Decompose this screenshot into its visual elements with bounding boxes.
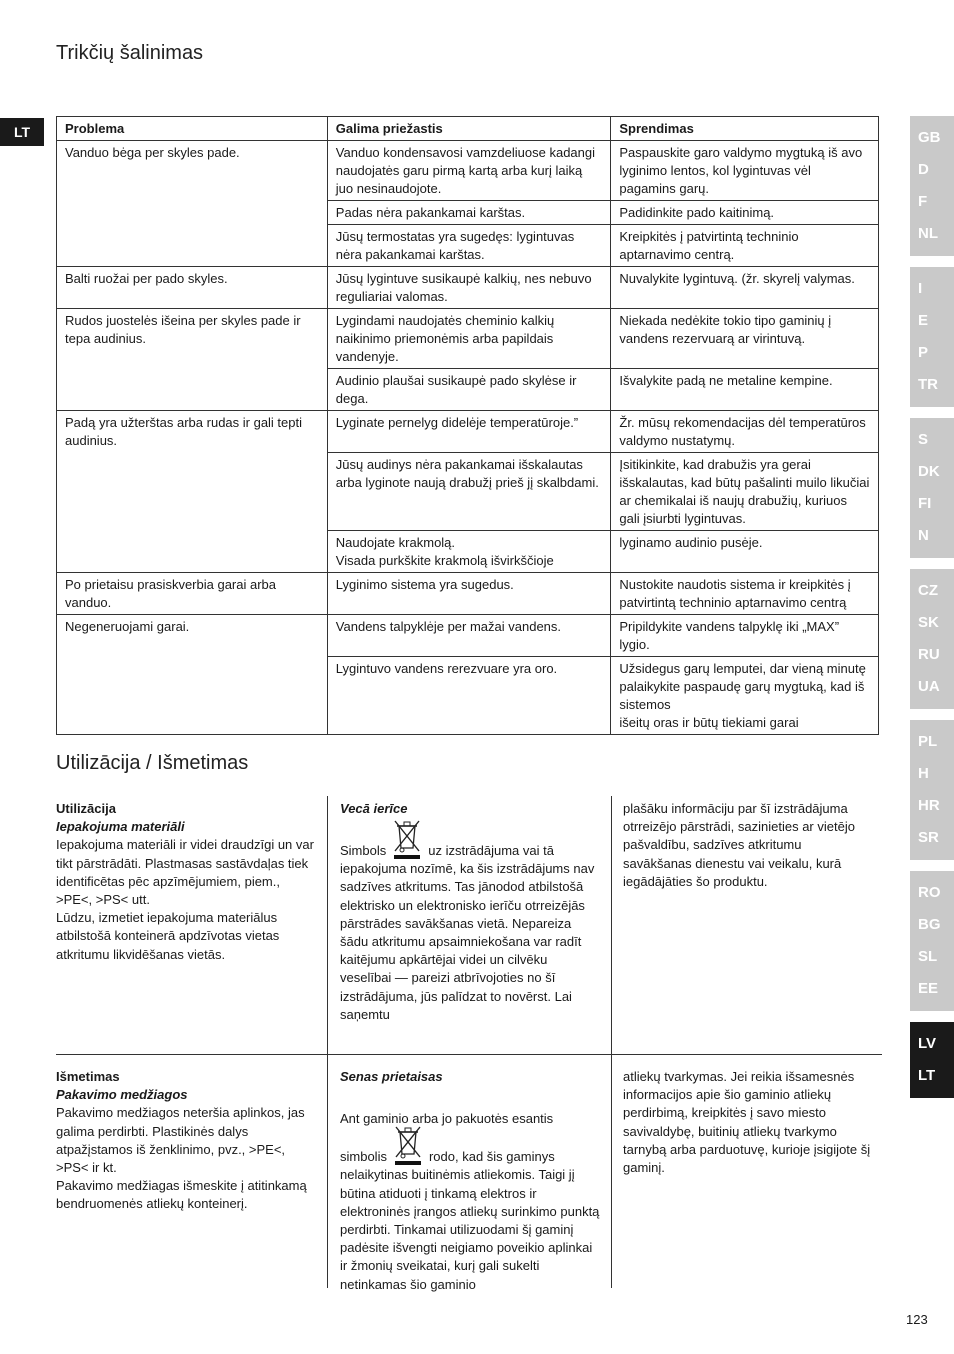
language-tab-lv[interactable]: LV <box>918 1035 937 1052</box>
language-tab-nl[interactable]: NL <box>918 225 938 242</box>
lv-old-appliance <box>340 800 602 1024</box>
language-tab-i[interactable]: I <box>918 280 923 297</box>
lv-disposal-packaging <box>56 800 318 964</box>
lt-text: atliekų tvarkymas. Jei reikia išsamesnės informacijos apie šio gaminio atliekų perdirbimą, kreipkitės į savo miesto savivaldybę, buitinių atliekų tvarkymo tarnybą arba parduotuvę, kurioje įsigijote šį gaminį. <box>623 1069 871 1176</box>
cause-cell: Audinio plaušai susikaupė pado skylėse ir dega. <box>327 369 611 411</box>
problem-cell: Rudos juostelės išeina per skyles pade ir tepa audinius. <box>57 309 328 411</box>
column-divider <box>611 796 612 1054</box>
lt-subheading: Pakavimo medžiagos <box>56 1087 188 1103</box>
lt-symbol-text: rodo, kad šis gaminys <box>428 1149 555 1165</box>
language-tab-ee[interactable]: EE <box>918 980 939 997</box>
language-tab-h[interactable]: H <box>918 765 929 782</box>
solution-cell: Išvalykite padą ne metaline kempine. <box>611 369 879 411</box>
cause-line: Visada purkškite krakmolą išvirkščioje <box>335 553 554 568</box>
language-badge: LT <box>0 118 44 146</box>
table-row <box>57 411 879 453</box>
lt-more-info <box>623 1068 878 1177</box>
cause-cell: Lyginimo sistema yra sugedus. <box>327 573 611 615</box>
table-row <box>57 309 879 369</box>
column-divider <box>611 1054 612 1288</box>
lv-symbol-text: uz izstrādājuma vai tā <box>428 843 554 858</box>
language-tab-fi[interactable]: FI <box>918 495 932 512</box>
lv-subheading: Iepakojuma materiāli <box>56 819 185 835</box>
language-tab-sr[interactable]: SR <box>918 829 939 846</box>
lv-symbol-line <box>340 818 602 860</box>
lt-old-appliance <box>340 1068 602 1294</box>
cause-cell: Lyginate pernelyg didelėje temperatūroje.” <box>327 411 611 453</box>
troubleshooting-table <box>56 116 879 735</box>
cause-cell: Jūsų audinys nėra pakankamai išskalautas arba lyginote naują drabužį prieš jį skalbdami. <box>327 453 611 531</box>
cause-cell: Lygintuvo vandens rerezvuare yra oro. <box>327 657 611 735</box>
problem-cell: Padą yra užterštas arba rudas ir gali tepti audinius. <box>57 411 328 573</box>
lt-disposal-packaging <box>56 1068 318 1214</box>
crossed-out-wheelie-bin-icon <box>392 818 422 860</box>
lv-more-info <box>623 800 873 891</box>
lt-text: nelaikytinas buitinėmis atliekomis. Taigi jį būtina atiduoti į tinkamą elektros ir elektroninės įrangos atliekų surinkimo punktą perdirbti. Tinkamai utilizuodami šį gaminį padėsite išvengti neigiamo poveikio aplinkai ir žmonių sveikatai, kurį gali sukelti netinkamas šio gaminio <box>340 1167 600 1292</box>
language-tab-sk[interactable]: SK <box>918 614 939 631</box>
language-tab-e[interactable]: E <box>918 312 929 329</box>
language-group <box>910 1022 954 1098</box>
lt-text: Ant gaminio arba jo pakuotės esantis <box>340 1111 554 1127</box>
language-group <box>910 871 954 1011</box>
section-divider <box>56 1054 882 1055</box>
cause-cell: Vandens talpyklėje per mažai vandens. <box>327 615 611 657</box>
cause-cell: Lygindami naudojatės cheminio kalkių naikinimo priemonėmis arba papildais vandenyje. <box>327 309 611 369</box>
header-problem: Problema <box>57 117 328 141</box>
solution-cell: Įsitikinkite, kad drabužis yra gerai išskalautas, kad būtų pašalinti muilo likučiai ar chemikalai iš naujų drabužių, kuriuos gali įsiurbti lygintuvas. <box>611 453 879 531</box>
language-tab-hr[interactable]: HR <box>918 797 940 814</box>
lv-text: Lūdzu, izmetiet iepakojuma materiālus atbilstošā konteinerā apdzīvotas vietas atkritumu likvidēšanas vietās. <box>56 910 280 962</box>
language-tab-n[interactable]: N <box>918 527 929 544</box>
language-tab-tr[interactable]: TR <box>918 376 938 393</box>
language-tab-bg[interactable]: BG <box>918 916 941 933</box>
language-tab-p[interactable]: P <box>918 344 929 361</box>
lv-subheading: Vecā ierīce <box>340 801 408 816</box>
header-cause: Galima priežastis <box>327 117 611 141</box>
solution-line: Užsidegus garų lemputei, dar vieną minutę palaikykite paspaudę garų mygtuką, kad iš sistemos <box>619 661 866 712</box>
language-group <box>910 418 954 558</box>
lt-subheading: Senas prietaisas <box>340 1069 443 1084</box>
problem-cell: Balti ruožai per pado skyles. <box>57 267 328 309</box>
table-row <box>57 141 879 201</box>
table-row <box>57 615 879 657</box>
cause-line: Naudojate krakmolą. <box>335 535 456 550</box>
solution-cell: Nustokite naudotis sistema ir kreipkitės į patvirtintą techninio aptarnavimo centrą <box>611 573 879 615</box>
language-tab-s[interactable]: S <box>918 431 929 448</box>
language-tab-ro[interactable]: RO <box>918 884 941 901</box>
problem-cell: Vanduo bėga per skyles pade. <box>57 141 328 267</box>
table-row <box>57 267 879 309</box>
table-row <box>57 573 879 615</box>
page-title: Trikčių šalinimas <box>56 42 204 64</box>
solution-cell: Niekada nedėkite tokio tipo gaminių į vandens rezervuarą ar virintuvą. <box>611 309 879 369</box>
language-group <box>910 720 954 860</box>
lv-text: plašāku informāciju par šī izstrādājuma otrreizējo pārstrādi, sazinieties ar vietējo pašvaldību, sadzīves atkritumu savākšanas dienestu vai veikalu, kurā iegādājāties šo produktu. <box>623 801 855 889</box>
solution-cell: Paspauskite garo valdymo mygtuką iš avo lyginimo lentos, kol lygintuvas vėl pagamins garų. <box>611 141 879 201</box>
solution-cell: Padidinkite pado kaitinimą. <box>611 201 879 225</box>
language-group <box>910 116 954 256</box>
language-tab-pl[interactable]: PL <box>918 733 938 750</box>
language-tab-ua[interactable]: UA <box>918 678 940 695</box>
crossed-out-wheelie-bin-icon <box>393 1124 423 1166</box>
solution-cell <box>611 657 879 735</box>
language-tab-d[interactable]: D <box>918 161 929 178</box>
solution-line: išeitų oras ir būtų tiekiami garai <box>619 715 799 730</box>
language-sidebar <box>910 116 954 1109</box>
problem-cell: Negeneruojami garai. <box>57 615 328 735</box>
lt-heading: Išmetimas <box>56 1069 120 1084</box>
lt-symbol-text: simbolis <box>340 1149 387 1165</box>
table-header-row <box>57 117 879 141</box>
language-tab-sl[interactable]: SL <box>918 948 938 965</box>
lv-text: iepakojuma nozīmē, ka šis izstrādājums nav sadzīves atkritums. Tas jānodod atbilstošā elektrisko un elektronisko ierīču otrreizējās pārstrādes savākšanas vietā. Nepareiza šādu atkritumu apsaimniekošana var radīt kaitējumu apkārtējai videi un cilvēku veselībai — pareizi atbrīvojoties no šī izstrādājuma, jūs palīdzat to novērst. Lai saņemtu <box>340 861 595 1022</box>
cause-cell: Jūsų termostatas yra sugedęs: lygintuvas nėra pakankamai karštas. <box>327 225 611 267</box>
cause-cell: Padas nėra pakankamai karštas. <box>327 201 611 225</box>
solution-cell: Pripildykite vandens talpyklę iki „MAX” lygio. <box>611 615 879 657</box>
language-tab-ru[interactable]: RU <box>918 646 940 663</box>
lv-symbol-text: Simbols <box>340 843 387 858</box>
language-tab-dk[interactable]: DK <box>918 463 940 480</box>
solution-cell: Žr. mūsų rekomendacijas dėl temperatūros valdymo nustatymų. <box>611 411 879 453</box>
language-tab-gb[interactable]: GB <box>918 129 941 146</box>
language-group <box>910 569 954 709</box>
column-divider <box>327 796 328 1054</box>
language-tab-lt[interactable]: LT <box>918 1067 936 1084</box>
header-solution: Sprendimas <box>611 117 879 141</box>
cause-cell: Jūsų lygintuve susikaupė kalkių, nes nebuvo reguliariai valomas. <box>327 267 611 309</box>
cause-cell <box>327 531 611 573</box>
language-tab-cz[interactable]: CZ <box>918 582 938 599</box>
solution-cell: Nuvalykite lygintuvą. (žr. skyrelį valymas. <box>611 267 879 309</box>
lt-text: Pakavimo medžiagos neteršia aplinkos, jas galima perdirbti. Plastikinės dalys atpažįstamos iš ženklinimo, pvz., >PE<, >PS< ir kt. <box>56 1105 305 1176</box>
lt-symbol-line <box>340 1124 602 1166</box>
column-divider <box>327 1054 328 1288</box>
language-group <box>910 267 954 407</box>
problem-cell: Po prietaisu prasiskverbia garai arba vanduo. <box>57 573 328 615</box>
lv-heading: Utilizācija <box>56 801 116 816</box>
cause-cell: Vanduo kondensavosi vamzdeliuose kadangi naudojatės garu pirmą kartą arba kurį laiką juo nesinaudojote. <box>327 141 611 201</box>
lv-text: Iepakojuma materiāli ir videi draudzīgi un var tikt pārstrādāti. Plastmasas sastāvdaļas tiek identificētas pēc apzīmējumiem, piem., >PE<, >PS< utt. <box>56 837 314 908</box>
section-title: Utilizācija / Išmetimas <box>56 752 249 774</box>
language-tab-f[interactable]: F <box>918 193 928 210</box>
lt-text: Pakavimo medžiagas išmeskite į atitinkamą bendruomenės atliekų konteinerį. <box>56 1178 307 1212</box>
solution-cell: lyginamo audinio pusėje. <box>611 531 879 573</box>
solution-cell: Kreipkitės į patvirtintą techninio aptarnavimo centrą. <box>611 225 879 267</box>
page-number: 123 <box>906 1312 928 1327</box>
